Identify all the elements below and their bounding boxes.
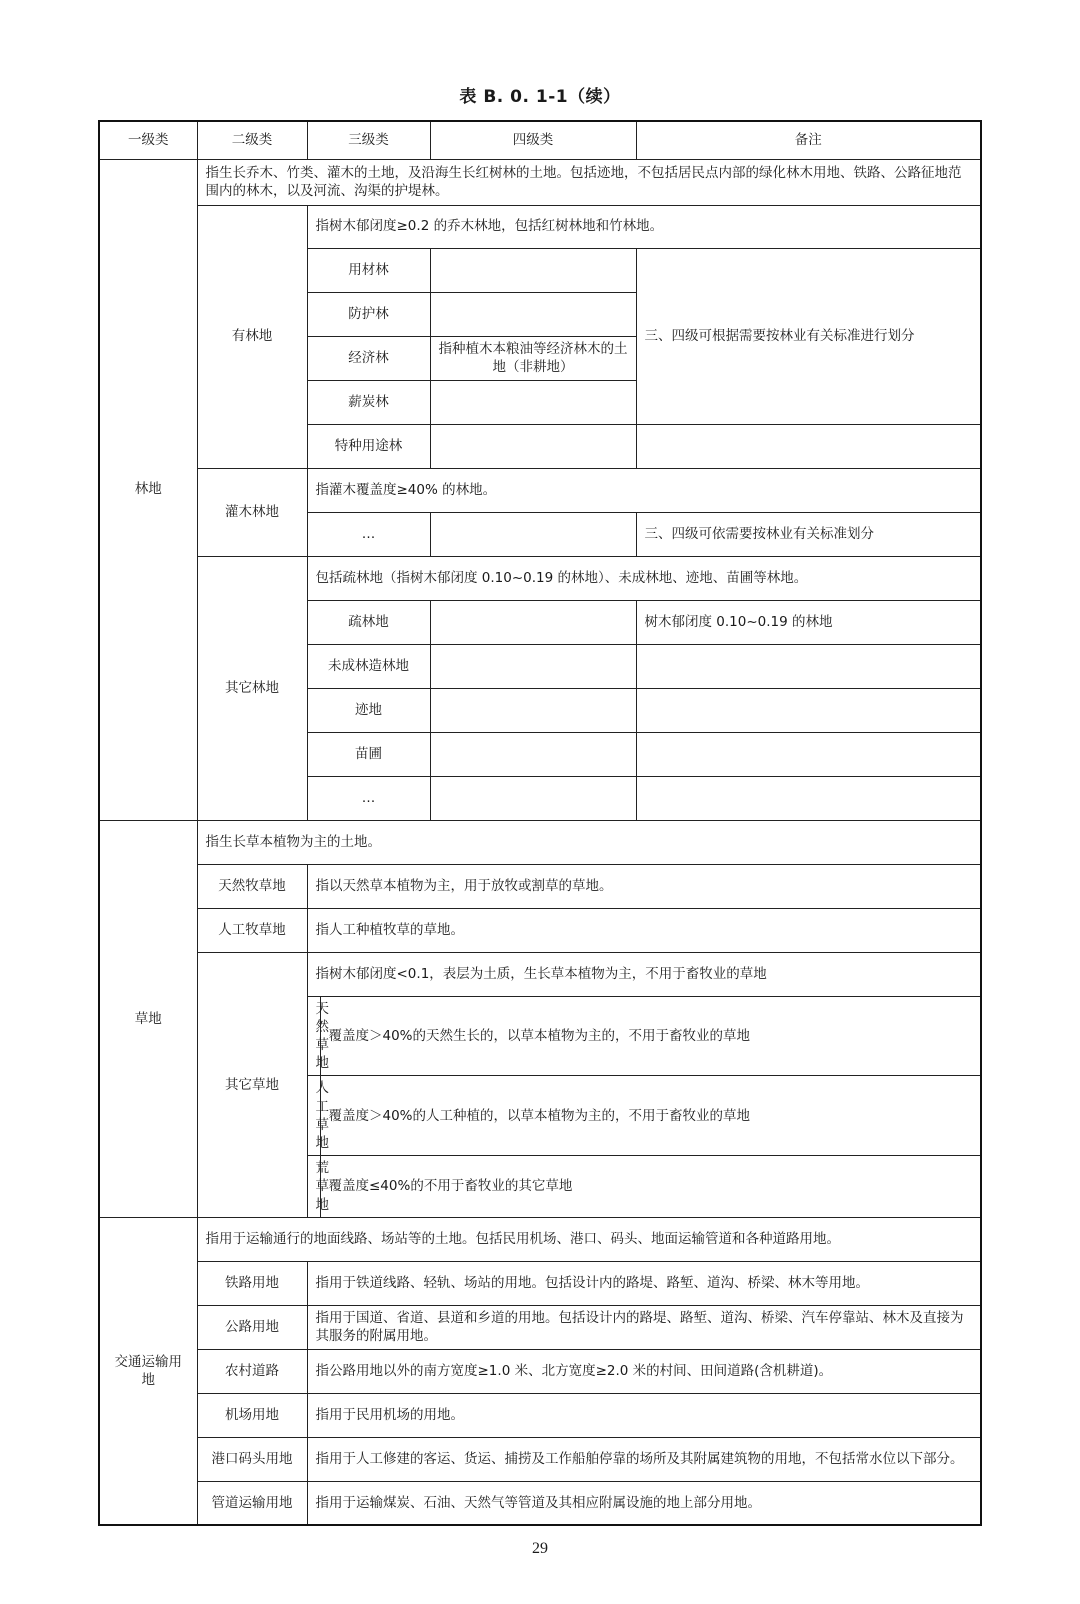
grassland-description: 指生长草本植物为主的土地。: [197, 820, 981, 864]
table-row: [99, 1305, 981, 1349]
level2-description: 指用于国道、省道、县道和乡道的用地。包括设计内的路堤、路堑、道沟、桥梁、汽车停靠站、林木及直接为其服务的附属用地。: [307, 1305, 981, 1349]
level2-description: 指公路用地以外的南方宽度≥1.0 米、北方宽度≥2.0 米的村间、田间道路(含机耕道)。: [307, 1349, 981, 1393]
tianranmucaodi-description: 指以天然草本植物为主，用于放牧或割草的草地。: [307, 864, 981, 908]
level3-item: 用材林: [307, 248, 430, 292]
level3-item: 疏林地: [307, 600, 430, 644]
level2-description: 指用于铁道线路、轻轨、场站的用地。包括设计内的路堤、路堑、道沟、桥梁、林木等用地。: [307, 1261, 981, 1305]
level2-item: 农村道路: [197, 1349, 307, 1393]
level1-grassland: 草地: [99, 820, 197, 1217]
remark-cell: [636, 424, 981, 468]
table-row: [99, 468, 981, 512]
page-number: 29: [532, 1540, 548, 1557]
level2-description: 指用于民用机场的用地。: [307, 1393, 981, 1437]
level4-cell: [430, 424, 636, 468]
level4-cell: [430, 292, 636, 336]
forest-description: 指生长乔木、竹类、灌木的土地，及沿海生长红树林的土地。包括迹地，不包括居民点内部的绿化林木用地、铁路、公路征地范围内的林木，以及河流、沟渠的护堤林。: [197, 159, 981, 205]
level2-item: 公路用地: [197, 1305, 307, 1349]
header-level4: 四级类: [430, 121, 636, 159]
level3-item: 薪炭林: [307, 380, 430, 424]
level1-transport: 交通运输用地: [99, 1217, 197, 1525]
level3-item: …: [307, 776, 430, 820]
level2-guanmulindi: 灌木林地: [197, 468, 307, 556]
table-row: [99, 1261, 981, 1305]
level4-cell: [430, 732, 636, 776]
level2-description: 指用于运输煤炭、石油、天然气等管道及其相应附属设施的地上部分用地。: [307, 1481, 981, 1525]
header-level1: 一级类: [99, 121, 197, 159]
rengongmucaodi-description: 指人工种植牧草的草地。: [307, 908, 981, 952]
level2-qitacaodi: 其它草地: [197, 952, 307, 1217]
youlindi-remark: 三、四级可根据需要按林业有关标准进行划分: [636, 248, 981, 424]
table-row: [99, 952, 981, 996]
level2-youlindi: 有林地: [197, 205, 307, 468]
level3-item: 迹地: [307, 688, 430, 732]
level3-item: 经济林: [307, 336, 430, 380]
level4-cell: [430, 248, 636, 292]
land-classification-table: [98, 120, 982, 1526]
level2-rengongmucaodi: 人工牧草地: [197, 908, 307, 952]
level2-item: 港口码头用地: [197, 1437, 307, 1481]
level2-description: 指用于人工修建的客运、货运、捕捞及工作船舶停靠的场所及其附属建筑物的用地，不包括常水位以下部分。: [307, 1437, 981, 1481]
level3-description: 覆盖度＞40%的天然生长的，以草本植物为主的，不用于畜牧业的草地: [320, 996, 981, 1076]
level3-item: 特种用途林: [307, 424, 430, 468]
level4-cell: [430, 688, 636, 732]
guanmulindi-remark: 三、四级可依需要按林业有关标准划分: [636, 512, 981, 556]
level3-item: …: [307, 512, 430, 556]
level2-item: 机场用地: [197, 1393, 307, 1437]
level4-cell: [430, 600, 636, 644]
remark-cell: [636, 776, 981, 820]
table-title: 表 B. 0. 1-1（续）: [459, 87, 621, 107]
qitalindi-description: 包括疏林地（指树木郁闭度 0.10~0.19 的林地）、未成林地、迹地、苗圃等林地。: [307, 556, 981, 600]
header-level2: 二级类: [197, 121, 307, 159]
table-row: [99, 1393, 981, 1437]
level3-description: 覆盖度＞40%的人工种植的，以草本植物为主的，不用于畜牧业的草地: [320, 1076, 981, 1156]
table-row: [99, 556, 981, 600]
level4-cell: [430, 512, 636, 556]
jingjilin-description: 指种植木本粮油等经济林木的土地（非耕地）: [430, 336, 636, 380]
level2-item: 铁路用地: [197, 1261, 307, 1305]
level1-forest: 林地: [99, 159, 197, 820]
table-row: [99, 1349, 981, 1393]
level2-item: 管道运输用地: [197, 1481, 307, 1525]
guanmulindi-description: 指灌木覆盖度≥40% 的林地。: [307, 468, 981, 512]
table-row: [99, 1437, 981, 1481]
level4-cell: [430, 644, 636, 688]
level3-description: 覆盖度≤40%的不用于畜牧业的其它草地: [320, 1156, 981, 1218]
level3-item: 荒草地: [307, 1156, 320, 1218]
table-row: [99, 159, 981, 205]
table-row: [99, 908, 981, 952]
qitacaodi-description: 指树木郁闭度<0.1，表层为土质，生长草本植物为主，不用于畜牧业的草地: [307, 952, 981, 996]
level3-item: 人工草地: [307, 1076, 320, 1156]
level3-item: 未成林造林地: [307, 644, 430, 688]
level3-item: 天然草地: [307, 996, 320, 1076]
level4-cell: [430, 776, 636, 820]
remark-cell: [636, 688, 981, 732]
level4-cell: [430, 380, 636, 424]
table-row: [99, 820, 981, 864]
level3-item: 苗圃: [307, 732, 430, 776]
level2-qitalindi: 其它林地: [197, 556, 307, 820]
transport-description: 指用于运输通行的地面线路、场站等的土地。包括民用机场、港口、码头、地面运输管道和各种道路用地。: [197, 1217, 981, 1261]
table-row: [99, 205, 981, 248]
table-row: [99, 1217, 981, 1261]
youlindi-description: 指树木郁闭度≥0.2 的乔木林地，包括红树林地和竹林地。: [307, 205, 981, 248]
header-row: [99, 121, 981, 159]
header-level3: 三级类: [307, 121, 430, 159]
remark-cell: [636, 732, 981, 776]
table-row: [99, 864, 981, 908]
remark-cell: [636, 644, 981, 688]
table-row: [99, 1481, 981, 1525]
shulindi-remark: 树木郁闭度 0.10~0.19 的林地: [636, 600, 981, 644]
header-remarks: 备注: [636, 121, 981, 159]
level3-item: 防护林: [307, 292, 430, 336]
level2-tianranmucaodi: 天然牧草地: [197, 864, 307, 908]
